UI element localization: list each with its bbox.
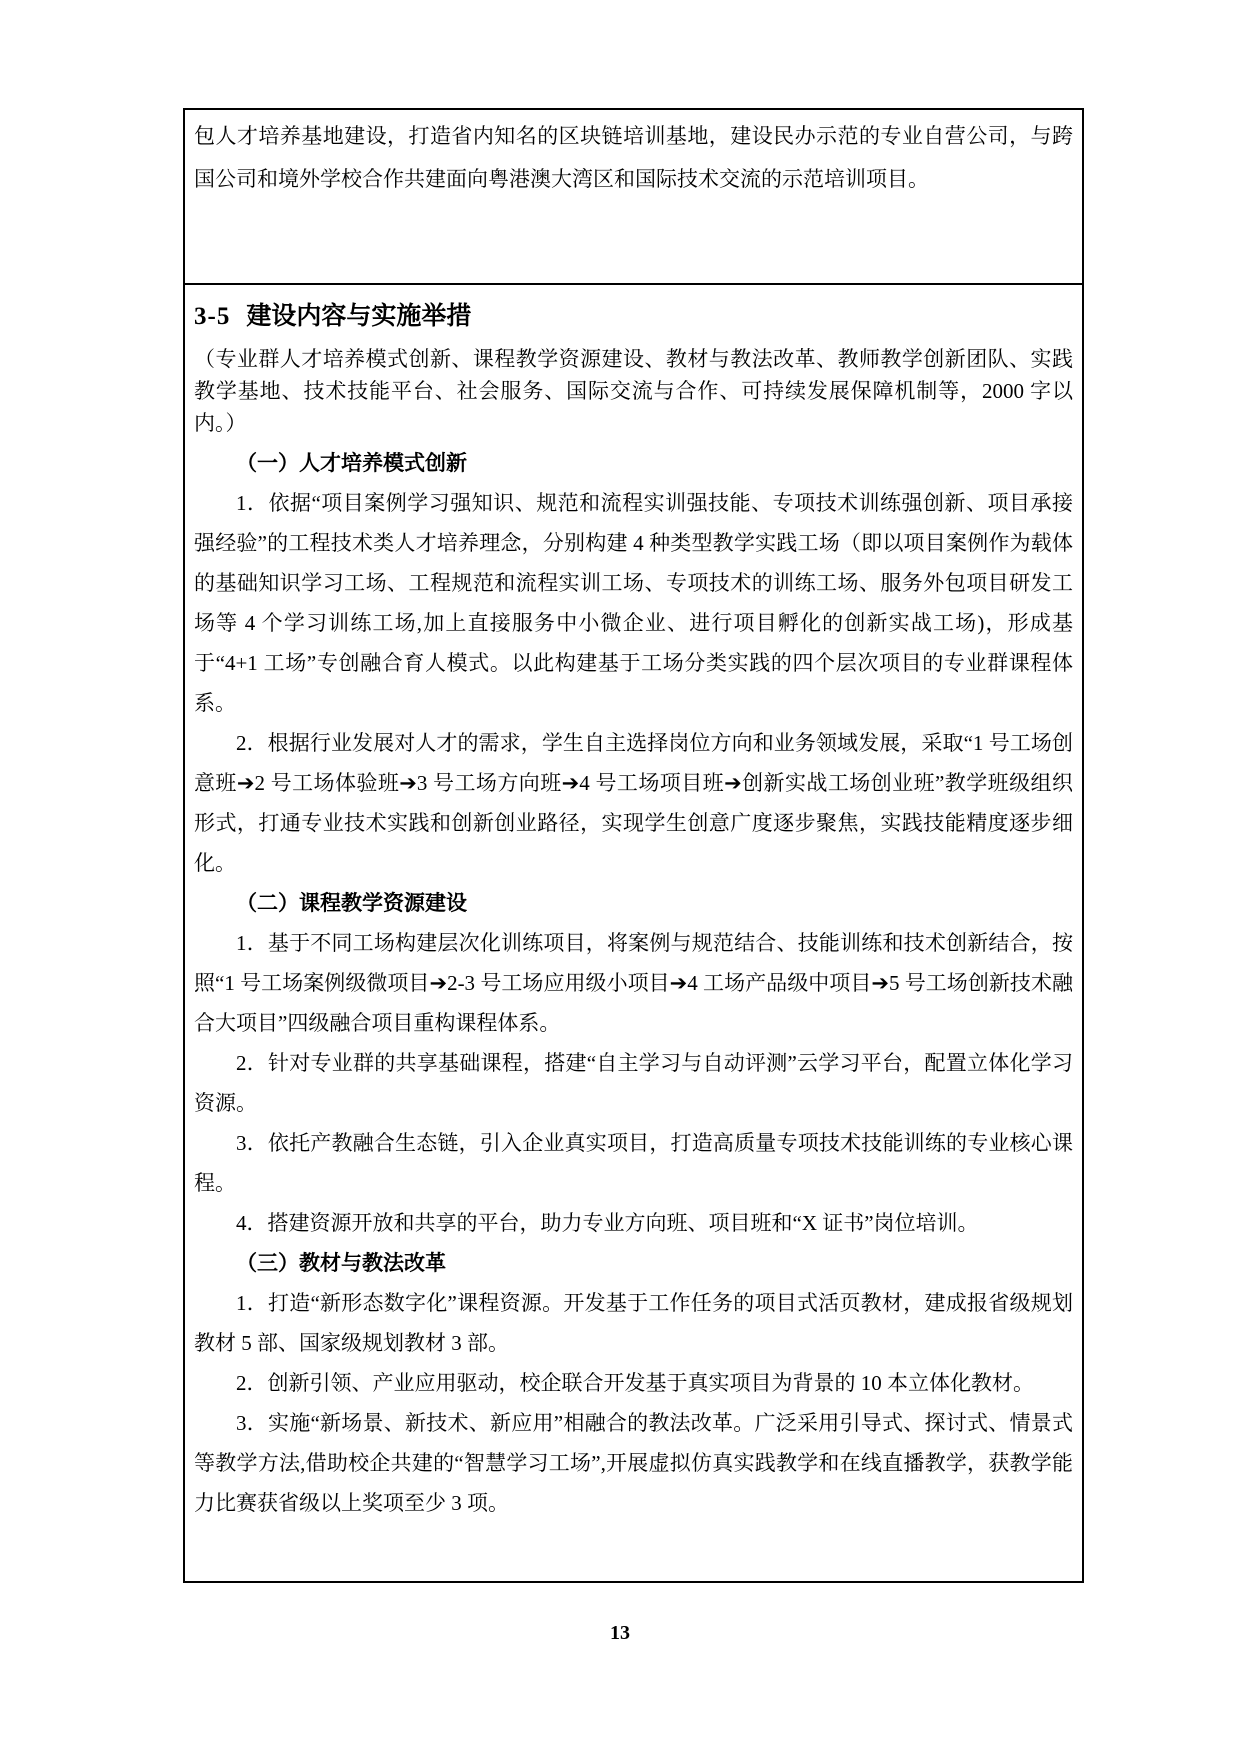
paragraph: 2．创新引领、产业应用驱动，校企联合开发基于真实项目为背景的 10 本立体化教材。 [236, 1371, 1034, 1395]
section-number: 3-5 [194, 303, 231, 330]
section-note: （专业群人才培养模式创新、课程教学资源建设、教材与教法改革、教师教学创新团队、实践教学基地、技术技能平台、社会服务、国际交流与合作、可持续发展保障机制等，2000 字以内。） [194, 347, 1073, 435]
paragraph: 2．针对专业群的共享基础课程，搭建“自主学习与自动评测”云学习平台，配置立体化学习资源。 [194, 1051, 1073, 1115]
paragraph: 1．打造“新形态数字化”课程资源。开发基于工作任务的项目式活页教材，建成报省级规划教材 5 部、国家级规划教材 3 部。 [194, 1291, 1073, 1355]
subsection-heading-2: （二）课程教学资源建设 [236, 891, 467, 915]
section-header [194, 299, 1073, 335]
subsection-heading-3: （三）教材与教法改革 [236, 1251, 446, 1275]
page-number: 13 [610, 1622, 630, 1644]
continuation-cell [185, 110, 1082, 285]
section-cell [185, 285, 1082, 1581]
form-table [183, 108, 1084, 1583]
paragraph: 2．根据行业发展对人才的需求，学生自主选择岗位方向和业务领域发展，采取“1 号工场创意班➔2 号工场体验班➔3 号工场方向班➔4 号工场项目班➔创新实战工场创业班”教学班级组织形式，打通专业技术实践和创新创业路径，实现学生创意广度逐步聚焦，实践技能精度逐步细化。 [194, 731, 1073, 875]
paragraph: 3．实施“新场景、新技术、新应用”相融合的教法改革。广泛采用引导式、探讨式、情景式等教学方法,借助校企共建的“智慧学习工场”,开展虚拟仿真实践教学和在线直播教学，获教学能力比赛获省级以上奖项至少 3 项。 [194, 1411, 1073, 1515]
paragraph: 1．基于不同工场构建层次化训练项目，将案例与规范结合、技能训练和技术创新结合，按照“1 号工场案例级微项目➔2-3 号工场应用级小项目➔4 工场产品级中项目➔5 号工场创新技术融合大项目”四级融合项目重构课程体系。 [194, 931, 1073, 1035]
paragraph: 4．搭建资源开放和共享的平台，助力专业方向班、项目班和“X 证书”岗位培训。 [236, 1211, 979, 1235]
subsection-heading-1: （一）人才培养模式创新 [236, 451, 467, 475]
paragraph: 1．依据“项目案例学习强知识、规范和流程实训强技能、专项技术训练强创新、项目承接强经验”的工程技术类人才培养理念，分别构建 4 种类型教学实践工场（即以项目案例作为载体的基础知识学习工场、工程规范和流程实训工场、专项技术的训练工场、服务外包项目研发工场等 4 个学习训练工场,加上直接服务中小微企业、进行项目孵化的创新实战工场)，形成基于“4+1 工场”专创融合育人模式。以此构建基于工场分类实践的四个层次项目的专业群课程体系。 [194, 491, 1073, 715]
continuation-text: 包人才培养基地建设，打造省内知名的区块链培训基地，建设民办示范的专业自营公司，与跨国公司和境外学校合作共建面向粤港澳大湾区和国际技术交流的示范培训项目。 [194, 124, 1073, 191]
section-title: 建设内容与实施举措 [246, 303, 472, 330]
paragraph: 3．依托产教融合生态链，引入企业真实项目，打造高质量专项技术技能训练的专业核心课程。 [194, 1131, 1073, 1195]
